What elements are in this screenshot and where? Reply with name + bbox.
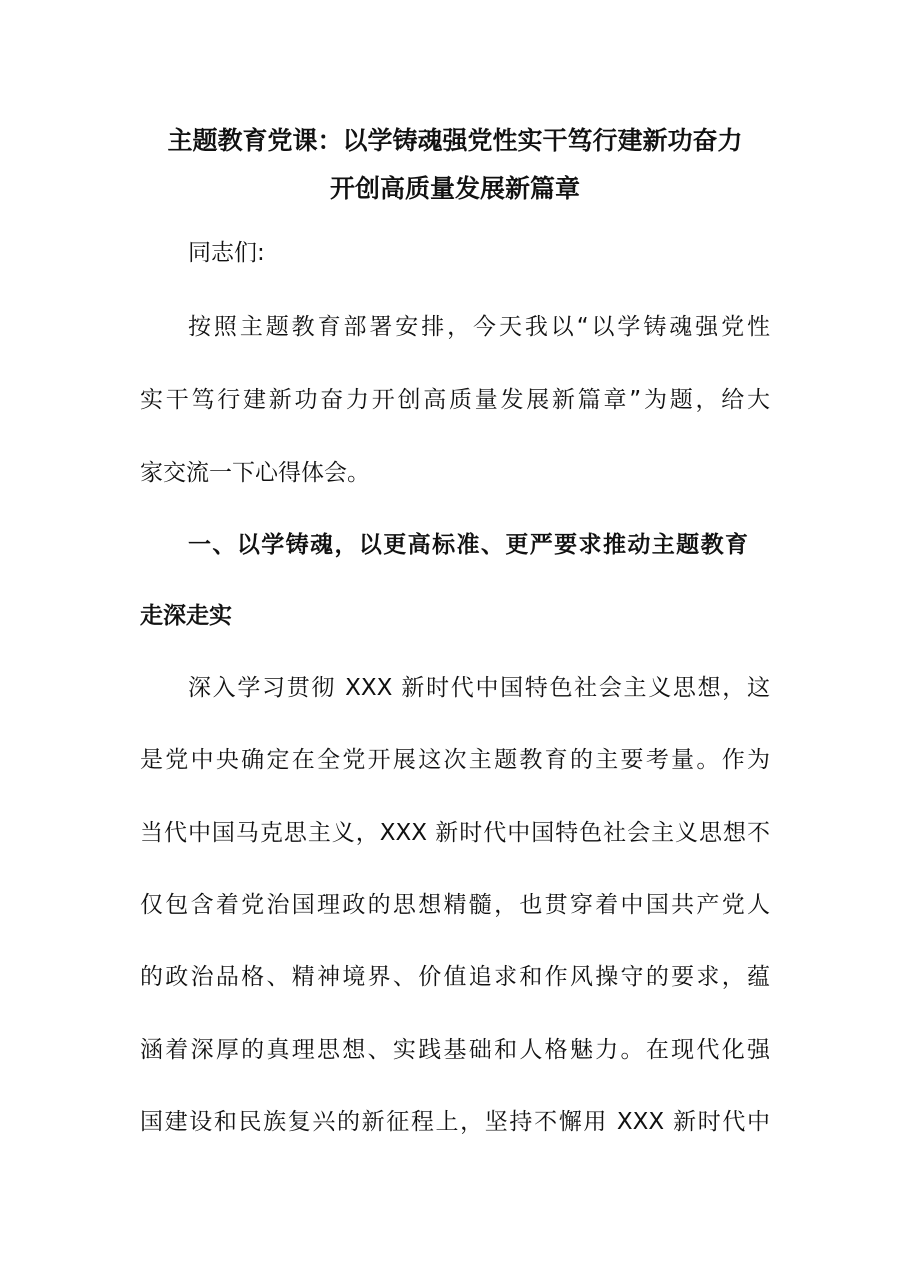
intro-line-2: 实干笃行建新功奋力开创高质量发展新篇章”为题，给大 [140, 387, 770, 413]
document-title-line-2: 开创高质量发展新篇章 [329, 174, 580, 203]
body-line-7: 国建设和民族复兴的新征程上，坚持不懈用 XXX 新时代中 [140, 1109, 770, 1135]
body-line-3: 当代中国马克思主义，XXX 新时代中国特色社会主义思想不 [140, 820, 770, 846]
body-line-1: 深入学习贯彻 XXX 新时代中国特色社会主义思想，这 [188, 675, 770, 701]
body-line-2: 是党中央确定在全党开展这次主题教育的主要考量。作为 [140, 747, 770, 773]
body-line-6: 涵着深厚的真理思想、实践基础和人格魅力。在现代化强 [140, 1037, 770, 1063]
body-line-4: 仅包含着党治国理政的思想精髓，也贯穿着中国共产党人 [140, 892, 770, 918]
salutation: 同志们: [188, 240, 265, 266]
document-title-line-1: 主题教育党课：以学铸魂强党性实干笃行建新功奋力 [167, 126, 743, 155]
intro-line-1: 按照主题教育部署安排，今天我以“以学铸魂强党性 [188, 314, 770, 340]
section-heading-line-1: 一、以学铸魂，以更高标准、更严要求推动主题教育 [188, 532, 748, 558]
intro-line-3: 家交流一下心得体会。 [140, 460, 370, 486]
body-line-5: 的政治品格、精神境界、价值追求和作风操守的要求，蕴 [140, 964, 770, 990]
section-heading-line-2: 走深走实 [140, 603, 232, 629]
